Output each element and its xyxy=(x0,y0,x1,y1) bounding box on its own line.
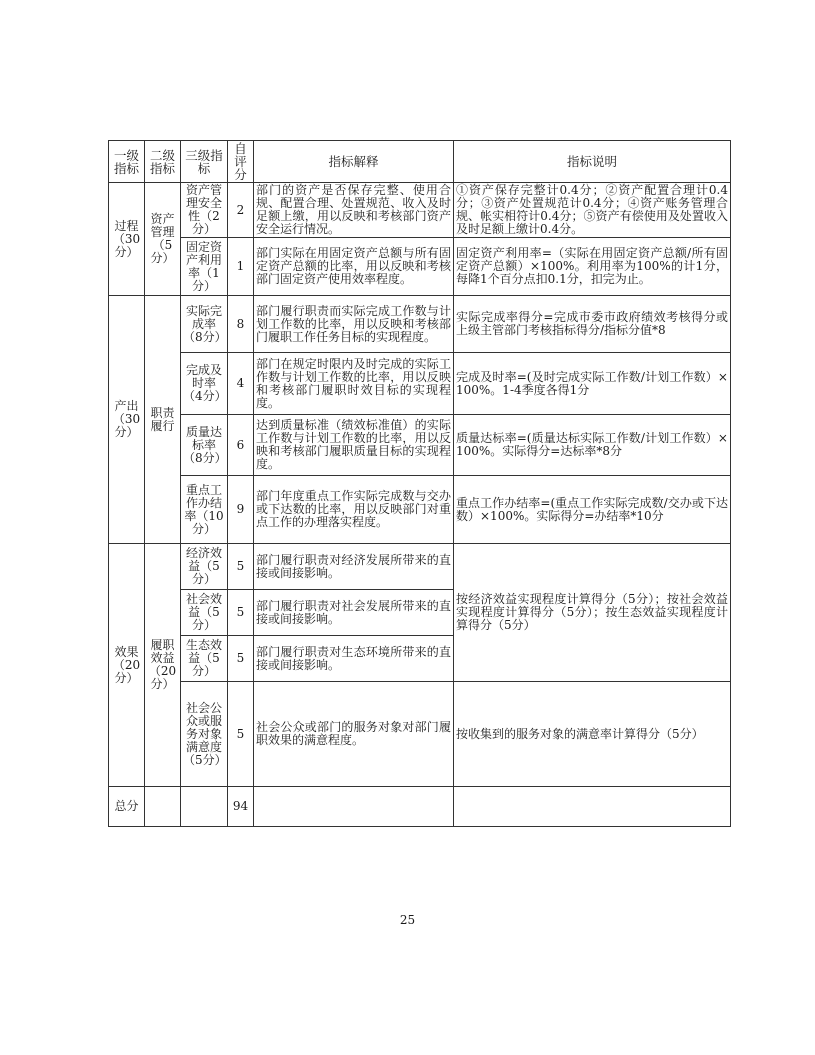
score-cell: 1 xyxy=(228,238,254,296)
explanation-cell: 部门履行职责对生态环境所带来的直接或间接影响。 xyxy=(254,636,454,682)
level3-cell: 社会公众或服务对象满意度（5分） xyxy=(181,682,228,787)
table-header-row xyxy=(109,141,731,183)
explanation-cell: 部门实际在用固定资产总额与所有固定资产总额的比率，用以反映和考核部门固定资产使用效率程度。 xyxy=(254,238,454,296)
explanation-cell: 部门在规定时限内及时完成的实际工作数与计划工作数的比率，用以反映和考核部门履职时效目标的实现程度。 xyxy=(254,353,454,415)
level3-cell: 重点工作办结率（10分） xyxy=(181,476,228,544)
score-cell: 5 xyxy=(228,636,254,682)
level3-cell: 完成及时率（4分） xyxy=(181,353,228,415)
description-cell: 按收集到的服务对象的满意率计算得分（5分） xyxy=(454,682,731,787)
header-level3: 三级指标 xyxy=(181,141,228,183)
header-description: 指标说明 xyxy=(454,141,731,183)
explanation-cell: 达到质量标准（绩效标准值）的实际工作数与计划工作数的比率，用以反映和考核部门履职质量目标的实现程度。 xyxy=(254,415,454,476)
header-level1: 一级指标 xyxy=(109,141,145,183)
table-row xyxy=(109,183,731,238)
performance-table xyxy=(108,140,731,827)
score-cell: 4 xyxy=(228,353,254,415)
table-row xyxy=(109,682,731,787)
empty-cell xyxy=(181,787,228,827)
description-cell: 重点工作办结率=(重点工作实际完成数/交办或下达数）×100%。实际得分=办结率*10分 xyxy=(454,476,731,544)
level3-cell: 质量达标率（8分） xyxy=(181,415,228,476)
level1-effect: 效果（20分） xyxy=(109,544,145,787)
description-cell: 完成及时率=(及时完成实际工作数/计划工作数）×100%。1-4季度各得1分 xyxy=(454,353,731,415)
level3-cell: 生态效益（5分） xyxy=(181,636,228,682)
level3-cell: 经济效益（5分） xyxy=(181,544,228,590)
empty-cell xyxy=(145,787,181,827)
score-cell: 9 xyxy=(228,476,254,544)
score-cell: 5 xyxy=(228,682,254,787)
total-score: 94 xyxy=(228,787,254,827)
page-number: 25 xyxy=(399,913,416,927)
explanation-cell: 部门履行职责对社会发展所带来的直接或间接影响。 xyxy=(254,590,454,636)
description-cell-benefits: 按经济效益实现程度计算得分（5分）；按社会效益实现程度计算得分（5分）；按生态效益实现程度计算得分（5分） xyxy=(454,544,731,682)
empty-cell xyxy=(454,787,731,827)
explanation-cell: 部门履行职责对经济发展所带来的直接或间接影响。 xyxy=(254,544,454,590)
description-cell: 固定资产利用率=（实际在用固定资产总额/所有固定资产总额）×100%。利用率为100%的计1分，每降1个百分点扣0.1分，扣完为止。 xyxy=(454,238,731,296)
total-row xyxy=(109,787,731,827)
description-cell: 实际完成率得分=完成市委市政府绩效考核得分或上级主管部门考核指标得分/指标分值*8 xyxy=(454,296,731,353)
level3-cell: 固定资产利用率（1分） xyxy=(181,238,228,296)
score-cell: 5 xyxy=(228,544,254,590)
level3-cell: 实际完成率（8分） xyxy=(181,296,228,353)
table-row xyxy=(109,415,731,476)
header-explanation: 指标解释 xyxy=(254,141,454,183)
table-row xyxy=(109,476,731,544)
total-label: 总分 xyxy=(109,787,145,827)
level2-asset-management: 资产管理（5分） xyxy=(145,183,181,296)
level2-performance-benefit: 履职效益（20分） xyxy=(145,544,181,787)
header-self-score: 自评分 xyxy=(228,141,254,183)
table-row xyxy=(109,296,731,353)
explanation-cell: 社会公众或部门的服务对象对部门履职效果的满意程度。 xyxy=(254,682,454,787)
score-cell: 6 xyxy=(228,415,254,476)
level2-duty-performance: 职责履行 xyxy=(145,296,181,544)
table-row xyxy=(109,544,731,590)
explanation-cell: 部门的资产是否保存完整、使用合规、配置合理、处置规范、收入及时足额上缴，用以反映和考核部门资产安全运行情况。 xyxy=(254,183,454,238)
score-cell: 2 xyxy=(228,183,254,238)
level3-cell: 社会效益（5分） xyxy=(181,590,228,636)
level1-output: 产出（30分） xyxy=(109,296,145,544)
description-cell: ①资产保存完整计0.4分；②资产配置合理计0.4分；③资产处置规范计0.4分；④资产账务管理合规、帐实相符计0.4分；⑤资产有偿使用及处置收入及时足额上缴计0.4分。 xyxy=(454,183,731,238)
explanation-cell: 部门年度重点工作实际完成数与交办或下达数的比率，用以反映部门对重点工作的办理落实程度。 xyxy=(254,476,454,544)
score-cell: 5 xyxy=(228,590,254,636)
level1-process: 过程（30分） xyxy=(109,183,145,296)
table-row xyxy=(109,238,731,296)
empty-cell xyxy=(254,787,454,827)
score-cell: 8 xyxy=(228,296,254,353)
table-row xyxy=(109,353,731,415)
description-cell: 质量达标率=(质量达标实际工作数/计划工作数）×100%。实际得分=达标率*8分 xyxy=(454,415,731,476)
level3-cell: 资产管理安全性（2分） xyxy=(181,183,228,238)
header-level2: 二级指标 xyxy=(145,141,181,183)
explanation-cell: 部门履行职责而实际完成工作数与计划工作数的比率，用以反映和考核部门履职工作任务目标的实现程度。 xyxy=(254,296,454,353)
